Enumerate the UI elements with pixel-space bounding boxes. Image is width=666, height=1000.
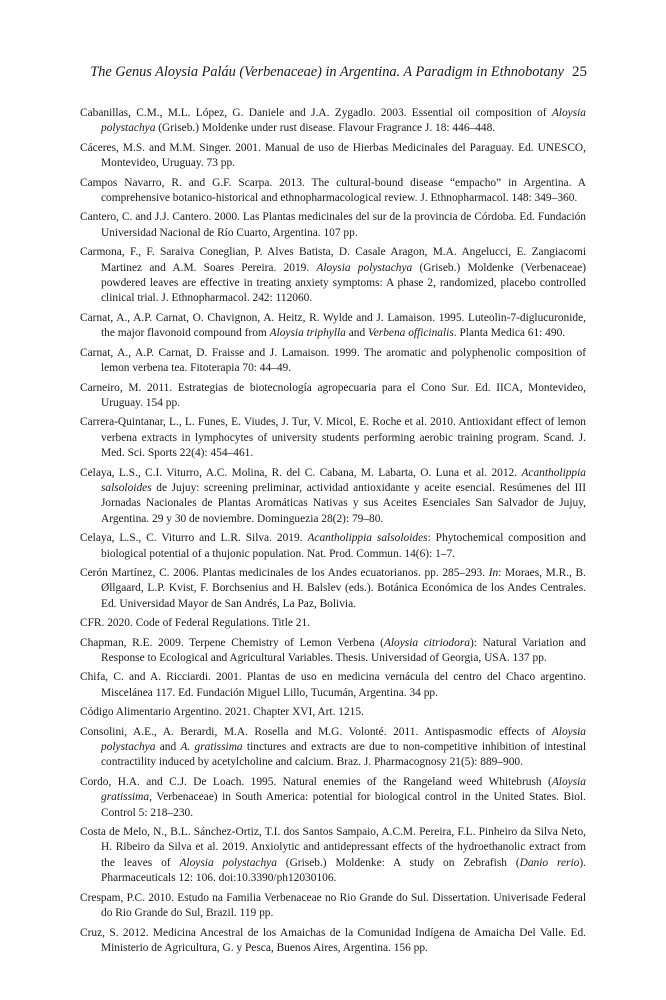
reference-text: ). Pharmaceuticals 12: 106. doi:10.3390/ph12030106. [101, 856, 586, 885]
italic-text: A. gratissima [180, 741, 243, 754]
italic-text: Acantholippia salsoloides [307, 532, 428, 545]
italic-text: Aloysia gratissima [101, 775, 586, 804]
reference-text: Chapman, R.E. 2009. Terpene Chemistry of Lemon Verbena ( [80, 636, 384, 649]
reference-entry [80, 926, 586, 957]
reference-text: Chifa, C. and A. Ricciardi. 2001. Plantas de uso en medicina vernácula del centro del Chaco argentino. Miscelánea 117. Ed. Fundación Miguel Lillo, Tucumán, Argentina. 34 pp. [80, 671, 586, 699]
reference-text: Cáceres, M.S. and M.M. Singer. 2001. Manual de uso de Hierbas Medicinales del Paraguay. Ed. UNESCO, Montevideo, Uruguay. 73 pp. [80, 141, 586, 170]
reference-text: Carmona, F., F. Saraiva Coneglian, P. Alves Batista, D. Casale Aragon, M.A. Angelucci, E. Zangiacomi Martinez and A.M. Soares Pereira. 2019. [80, 246, 586, 274]
italic-text: In [488, 566, 499, 579]
running-title: The Genus Aloysia Paláu (Verbenaceae) in Argentina. A Paradigm in Ethnobotany [90, 64, 564, 80]
reference-entry [80, 106, 586, 137]
reference-text: (Griseb.) Moldenke (Verbenaceae) powdered leaves are effective in treating anxiety symptoms: A phase 2, randomized, placebo controlled clinical trial. J. Ethnopharmacol. 242: 112060. [101, 261, 586, 305]
reference-text: Celaya, L.S., C. Viturro and L.R. Silva. 2019. [80, 532, 308, 545]
italic-text: Aloysia polystachya [101, 107, 586, 135]
reference-entry [80, 415, 586, 461]
reference-entry [80, 825, 586, 887]
running-header [0, 62, 587, 82]
reference-entry [80, 891, 586, 922]
italic-text: Danio rerio [519, 856, 580, 869]
reference-text: Crespam, P.C. 2010. Estudo na Familia Verbenaceae no Rio Grande do Sul. Dissertation. Univerisade Federal do Rio Grande do Sul, Brazil. 119 pp. [80, 891, 586, 920]
reference-text: ): Natural Variation and Response to Ecological and Agricultural Variables. Thesis. Universidad of Georgia, USA. 137 pp. [101, 636, 586, 664]
reference-entry [80, 176, 586, 207]
italic-text: Acantholippia salsoloides [101, 466, 586, 494]
reference-entry [80, 725, 586, 771]
reference-text: Carnat, A., A.P. Carnat, O. Chavignon, A. Heitz, R. Wylde and J. Lamaison. 1995. Luteolin-7-diglucuronide, the major flavonoid compound from [80, 311, 586, 340]
italic-text: Aloysia citriodora [383, 636, 470, 649]
reference-text: Código Alimentario Argentino. 2021. Chapter XVI, Art. 1215. [80, 706, 364, 719]
reference-text: Carnat, A., A.P. Carnat, D. Fraisse and J. Lamaison. 1999. The aromatic and polyphenolic composition of lemon verbena tea. Fitoterapia 70: 44–49. [80, 346, 586, 375]
reference-text: . Planta Medica 61: 490. [453, 327, 566, 340]
reference-list [80, 106, 586, 960]
reference-entry [80, 705, 586, 720]
reference-entry [80, 636, 586, 667]
reference-entry [80, 566, 586, 612]
reference-text: Campos Navarro, R. and G.F. Scarpa. 2013. The cultural-bound disease “empacho” in Argentina. A comprehensive botanico-historical and ethnopharmacological review. J. Ethnopharmacol. 148: 349–360. [80, 176, 586, 205]
reference-text: Cerón Martínez, C. 2006. Plantas medicinales de los Andes ecuatorianos. pp. 285–293. [80, 566, 489, 579]
reference-text: Cabanillas, C.M., M.L. López, G. Daniele and J.A. Zygadlo. 2003. Essential oil composition of [80, 107, 552, 119]
reference-entry [80, 210, 586, 241]
reference-entry [80, 670, 586, 701]
reference-entry [80, 141, 586, 172]
reference-text: Cruz, S. 2012. Medicina Ancestral de los Amaichas de la Comunidad Indígena de Amaicha Del Valle. Ed. Ministerio de Agricultura, G. y Pesca, Buenos Aires, Argentina. 156 pp. [80, 926, 586, 954]
reference-text: (Griseb.) Moldenke under rust disease. Flavour Fragrance J. 18: 446–448. [155, 122, 496, 135]
italic-text: Aloysia polystachya [179, 856, 277, 869]
reference-entry [80, 346, 586, 377]
reference-entry [80, 245, 586, 307]
reference-text: Carrera-Quintanar, L., L. Funes, E. Viudes, J. Tur, V. Micol, E. Roche et al. 2010. Antioxidant effect of lemon verbena extracts in lymphocytes of university students performing aerobic training program. Scand. J. Med. Sci. Sports 22(4): 454–461. [80, 416, 586, 460]
reference-text: , Verbenaceae) in South America: potential for biological control in the United States. Biol. Control 5: 218–230. [101, 791, 586, 819]
reference-text: and [345, 327, 369, 340]
reference-text: Celaya, L.S., C.I. Viturro, A.C. Molina, R. del C. Cabana, M. Labarta, O. Luna et al. 2012. [80, 466, 522, 479]
reference-text: (Griseb.) Moldenke: A study on Zebrafish ( [276, 856, 520, 869]
italic-text: Aloysia triphylla [269, 327, 346, 340]
reference-text: Consolini, A.E., A. Berardi, M.A. Rosella and M.G. Volonté. 2011. Antispasmodic effects of [80, 725, 552, 738]
italic-text: Aloysia polystachya [101, 725, 586, 754]
reference-text: Carneiro, M. 2011. Estrategias de biotecnología agropecuaria para el Cono Sur. Ed. IICA, Montevideo, Uruguay. 154 pp. [80, 381, 586, 409]
reference-text: Cordo, H.A. and C.J. De Loach. 1995. Natural enemies of the Rangeland weed Whitebrush ( [80, 775, 552, 788]
reference-text: de Jujuy: screening preliminar, actividad antioxidante y aceite esencial. Resúmenes del III Jornadas Nacionales de Plantas Aromáticas Nativas y sus Aceites Esenciales San Salvador de Jujuy, Argentina. 29 y 30 de noviembre. Dominguezia 28(2): 79–80. [101, 481, 586, 525]
reference-entry [80, 775, 586, 821]
reference-text: Costa de Melo, N., B.L. Sánchez-Ortiz, T.I. dos Santos Sampaio, A.C.M. Pereira, F.L. Pinheiro da Silva Neto, H. Ribeiro da Silva et al. 2019. Anxiolytic and antidepressant effects of the hydroethanolic extract from the leaves of [80, 826, 586, 869]
reference-entry [80, 531, 586, 562]
reference-text: : Moraes, M.R., B. Øllgaard, L.P. Kvist, F. Borchsenius and H. Balslev (eds.). Botánica Económica de los Andes Centrales. Ed. Universidad Mayor de San Andrés, La Paz, Bolivia. [101, 566, 586, 610]
italic-text: Verbena officinalis [368, 327, 454, 340]
page-number: 25 [572, 64, 587, 80]
reference-text: Cantero, C. and J.J. Cantero. 2000. Las Plantas medicinales del sur de la provincia de Córdoba. Ed. Fundación Universidad Nacional de Río Cuarto, Argentina. 107 pp. [80, 211, 586, 239]
reference-text: CFR. 2020. Code of Federal Regulations. Title 21. [80, 617, 311, 630]
reference-text: tinctures and extracts are due to non-competitive inhibition of intestinal contractility induced by acetylcholine and calcium. Braz. J. Pharmacognosy 21(5): 889–900. [101, 741, 586, 769]
reference-entry [80, 381, 586, 412]
reference-text: and [155, 741, 181, 754]
reference-entry [80, 311, 586, 342]
reference-text: : Phytochemical composition and biological potential of a thujonic population. Nat. Prod. Commun. 14(6): 1–7. [101, 532, 586, 560]
reference-entry [80, 616, 586, 631]
italic-text: Aloysia polystachya [316, 261, 413, 274]
reference-entry [80, 466, 586, 528]
